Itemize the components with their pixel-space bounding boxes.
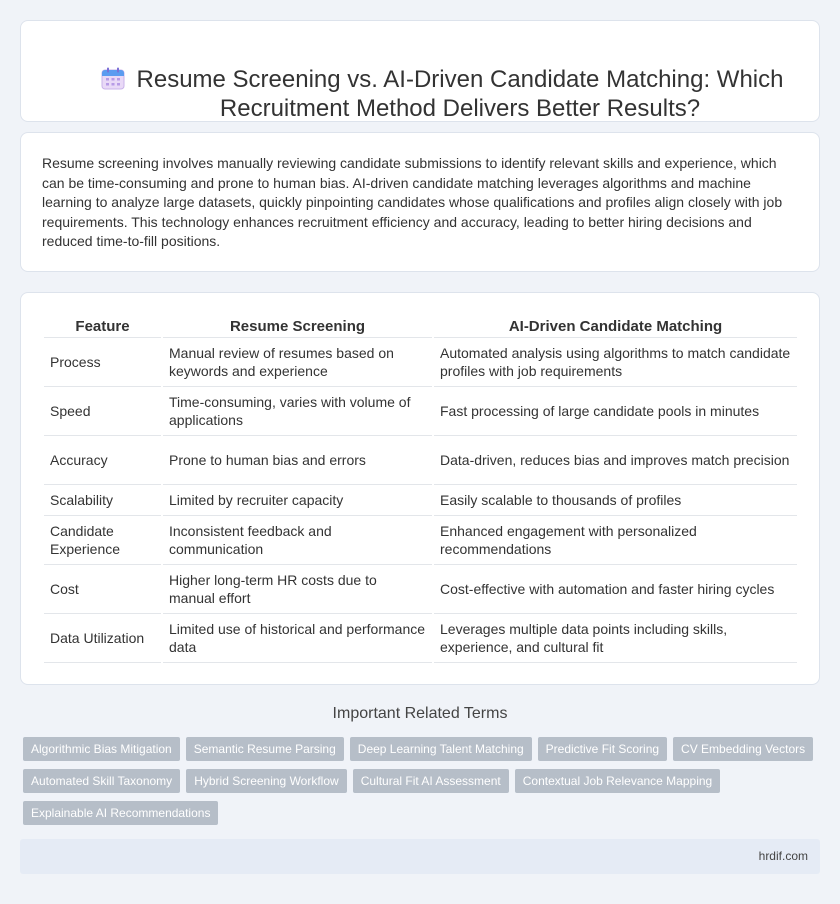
cell-feature: Data Utilization bbox=[44, 614, 161, 663]
related-terms-heading: Important Related Terms bbox=[332, 705, 508, 722]
table-row bbox=[44, 387, 797, 436]
term-tag[interactable]: Predictive Fit Scoring bbox=[538, 737, 667, 761]
term-tag[interactable]: Semantic Resume Parsing bbox=[186, 737, 344, 761]
term-tag[interactable]: CV Embedding Vectors bbox=[673, 737, 813, 761]
page-title: Resume Screening vs. AI-Driven Candidate Matching: Which Recruitment Method Delivers Better Results? bbox=[136, 66, 784, 122]
term-tag[interactable]: Explainable AI Recommendations bbox=[23, 801, 218, 825]
cell-resume: Limited by recruiter capacity bbox=[163, 485, 432, 516]
comparison-table-card bbox=[20, 292, 820, 685]
term-tag[interactable]: Cultural Fit AI Assessment bbox=[353, 769, 509, 793]
calendar-icon bbox=[101, 67, 127, 91]
cell-ai: Easily scalable to thousands of profiles bbox=[434, 485, 797, 516]
table-row bbox=[44, 338, 797, 387]
cell-resume: Manual review of resumes based on keywords and experience bbox=[163, 338, 432, 387]
cell-feature: Scalability bbox=[44, 485, 161, 516]
term-tag[interactable]: Contextual Job Relevance Mapping bbox=[515, 769, 720, 793]
term-tag[interactable]: Deep Learning Talent Matching bbox=[350, 737, 532, 761]
cell-resume: Time-consuming, varies with volume of applications bbox=[163, 387, 432, 436]
title-card bbox=[20, 20, 820, 122]
intro-paragraph: Resume screening involves manually reviewing candidate submissions to identify relevant skills and experience, which can be time-consuming and prone to human bias. AI-driven candidate matching leverages algorithms and machine learning to analyze large datasets, quickly pinpointing candidates whose qualifications and profiles align closely with job requirements. This technology enhances recruitment efficiency and accuracy, leading to better hiring decisions and reduced time-to-fill positions. bbox=[42, 155, 783, 250]
cell-ai: Data-driven, reduces bias and improves match precision bbox=[434, 436, 797, 485]
cell-resume: Higher long-term HR costs due to manual effort bbox=[163, 565, 432, 614]
table-row bbox=[44, 614, 797, 663]
header-feature: Feature bbox=[44, 316, 161, 338]
cell-ai: Leverages multiple data points including skills, experience, and cultural fit bbox=[434, 614, 797, 663]
table-header-row bbox=[44, 316, 797, 338]
intro-card bbox=[20, 132, 820, 272]
term-tag[interactable]: Hybrid Screening Workflow bbox=[186, 769, 347, 793]
cell-feature: Cost bbox=[44, 565, 161, 614]
table-row bbox=[44, 565, 797, 614]
table-row bbox=[44, 485, 797, 516]
cell-ai: Fast processing of large candidate pools in minutes bbox=[434, 387, 797, 436]
table-row bbox=[44, 436, 797, 485]
cell-ai: Enhanced engagement with personalized recommendations bbox=[434, 516, 797, 565]
comparison-table bbox=[42, 316, 799, 663]
header-ai-matching: AI-Driven Candidate Matching bbox=[434, 316, 797, 338]
footer bbox=[20, 839, 820, 874]
cell-feature: Speed bbox=[44, 387, 161, 436]
cell-ai: Cost-effective with automation and faster hiring cycles bbox=[434, 565, 797, 614]
header-resume-screening: Resume Screening bbox=[163, 316, 432, 338]
table-row bbox=[44, 516, 797, 565]
cell-feature: Candidate Experience bbox=[44, 516, 161, 565]
cell-resume: Prone to human bias and errors bbox=[163, 436, 432, 485]
term-tag[interactable]: Algorithmic Bias Mitigation bbox=[23, 737, 180, 761]
cell-resume: Limited use of historical and performance data bbox=[163, 614, 432, 663]
cell-feature: Accuracy bbox=[44, 436, 161, 485]
cell-feature: Process bbox=[44, 338, 161, 387]
related-terms-list bbox=[23, 737, 823, 825]
term-tag[interactable]: Automated Skill Taxonomy bbox=[23, 769, 180, 793]
cell-ai: Automated analysis using algorithms to match candidate profiles with job requirements bbox=[434, 338, 797, 387]
footer-site-link[interactable]: hrdif.com bbox=[758, 849, 808, 863]
cell-resume: Inconsistent feedback and communication bbox=[163, 516, 432, 565]
